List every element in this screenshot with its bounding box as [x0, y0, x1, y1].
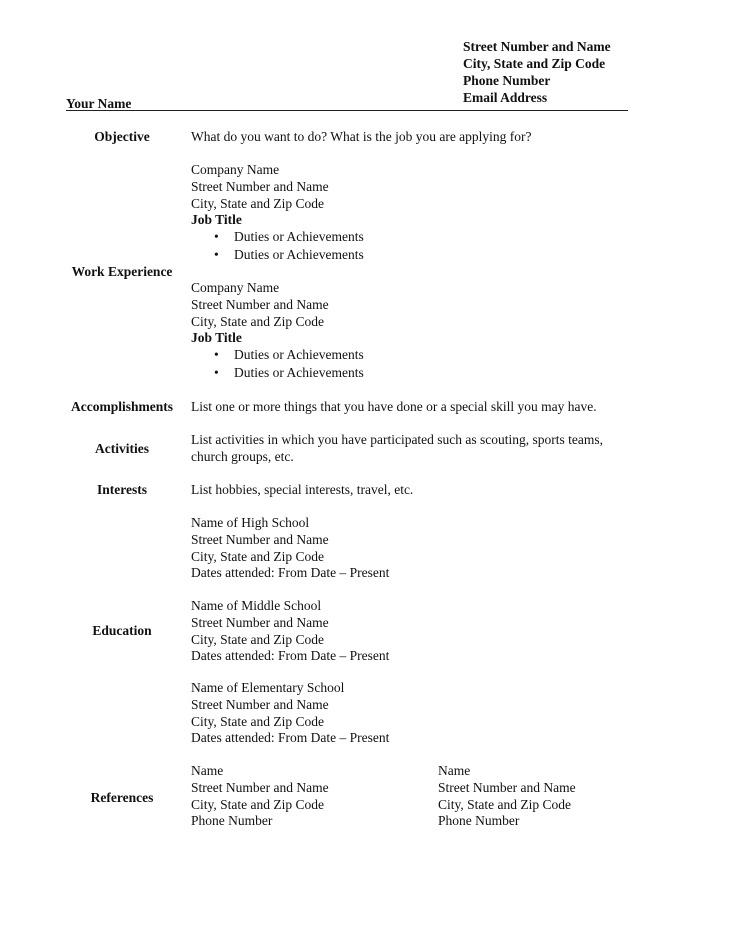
- header-street: Street Number and Name: [463, 39, 611, 54]
- reference-1-name: Name: [191, 763, 224, 778]
- job-2-street: Street Number and Name: [191, 296, 329, 312]
- job-1-street: Street Number and Name: [191, 178, 329, 194]
- job-2-city: City, State and Zip Code: [191, 313, 324, 329]
- header-phone: Phone Number: [463, 73, 551, 88]
- job-1: [191, 162, 329, 229]
- school-middle-name: Name of Middle School: [191, 598, 322, 613]
- work-experience-label: Work Experience: [71, 264, 173, 279]
- job-2-title: Job Title: [191, 330, 242, 346]
- job-1-city: City, State and Zip Code: [191, 195, 324, 211]
- reference-2-name: Name: [438, 763, 471, 778]
- reference-1-street: Street Number and Name: [191, 779, 329, 795]
- header-address-block: [463, 38, 611, 106]
- reference-1-phone: Phone Number: [191, 813, 273, 829]
- school-high-dates: Dates attended: From Date – Present: [191, 565, 390, 581]
- reference-2-street: Street Number and Name: [438, 779, 576, 795]
- your-name: Your Name: [66, 96, 132, 111]
- resume-page: Street Number and Name City, State and Zip Code Phone Number Email Address Your Name Objective What do you want to do? What is the job you are applying for? Work Experience Company Name Street Number and Name City, State and Zip Code Job Title • Duties or Achievements • Duties or Achievements Company Name Street Number and Name City, State and Zip Code Job Title • Duties or Achievements • Duties or Achievements Accomplishments List one or more things that you have done or a special skill you may have. Activities List activities in which you have participated such as scouting, sports teams, church groups, etc. Interests List hobbies, special interests, travel, etc. Education Name of High School Street Number and Name City, State and Zip Code Dates attended: From Date – Present Name of Middle School Street Number and Name City, State and Zip Code Dates attended: From Date – Present Name of Elementary School Street Number and Name City, State and Zip Code Dates attended: From Date – Present References Name Street Number and Name City, State and Zip Code Phone Number Name Street Number and Name City, State and Zip Code Phone Number: [0, 0, 736, 952]
- school-high-name: Name of High School: [191, 515, 310, 530]
- school-elementary-name: Name of Elementary School: [191, 680, 345, 695]
- bullet-icon: •: [214, 247, 219, 262]
- education-label: Education: [92, 623, 152, 638]
- reference-2: [438, 763, 576, 830]
- school-middle-dates: Dates attended: From Date – Present: [191, 648, 390, 664]
- header-email: Email Address: [463, 90, 548, 105]
- interests-label: Interests: [97, 482, 147, 497]
- references-label: References: [90, 790, 154, 805]
- reference-1: [191, 763, 329, 830]
- school-high-street: Street Number and Name: [191, 531, 329, 547]
- school-elementary-dates: Dates attended: From Date – Present: [191, 730, 390, 746]
- header-divider: [66, 110, 628, 111]
- activities-text: [191, 432, 603, 466]
- reference-2-phone: Phone Number: [438, 813, 520, 829]
- job-2-company: Company Name: [191, 280, 280, 295]
- school-middle-city: City, State and Zip Code: [191, 631, 324, 647]
- school-elementary-city: City, State and Zip Code: [191, 713, 324, 729]
- bullet-icon: •: [214, 229, 219, 244]
- reference-2-city: City, State and Zip Code: [438, 796, 571, 812]
- objective-text: What do you want to do? What is the job you are applying for?: [191, 129, 532, 144]
- school-high: [191, 515, 389, 582]
- reference-1-city: City, State and Zip Code: [191, 796, 324, 812]
- job-1-title: Job Title: [191, 212, 242, 228]
- accomplishments-label: Accomplishments: [71, 399, 173, 414]
- activities-label: Activities: [95, 441, 149, 456]
- bullet-icon: •: [214, 365, 219, 380]
- school-elementary-street: Street Number and Name: [191, 696, 329, 712]
- accomplishments-text: List one or more things that you have done or a special skill you may have.: [191, 399, 597, 414]
- school-middle: [191, 598, 389, 665]
- school-high-city: City, State and Zip Code: [191, 548, 324, 564]
- job-2: [191, 280, 329, 347]
- interests-text: List hobbies, special interests, travel, etc.: [191, 482, 414, 497]
- school-elementary: [191, 680, 389, 747]
- bullet-icon: •: [214, 347, 219, 362]
- school-middle-street: Street Number and Name: [191, 614, 329, 630]
- objective-label: Objective: [94, 129, 150, 144]
- header-city: City, State and Zip Code: [463, 56, 606, 71]
- activities-line-2: church groups, etc.: [191, 448, 294, 464]
- job-1-company: Company Name: [191, 162, 280, 177]
- activities-line-1: List activities in which you have participated such as scouting, sports teams,: [191, 432, 604, 447]
